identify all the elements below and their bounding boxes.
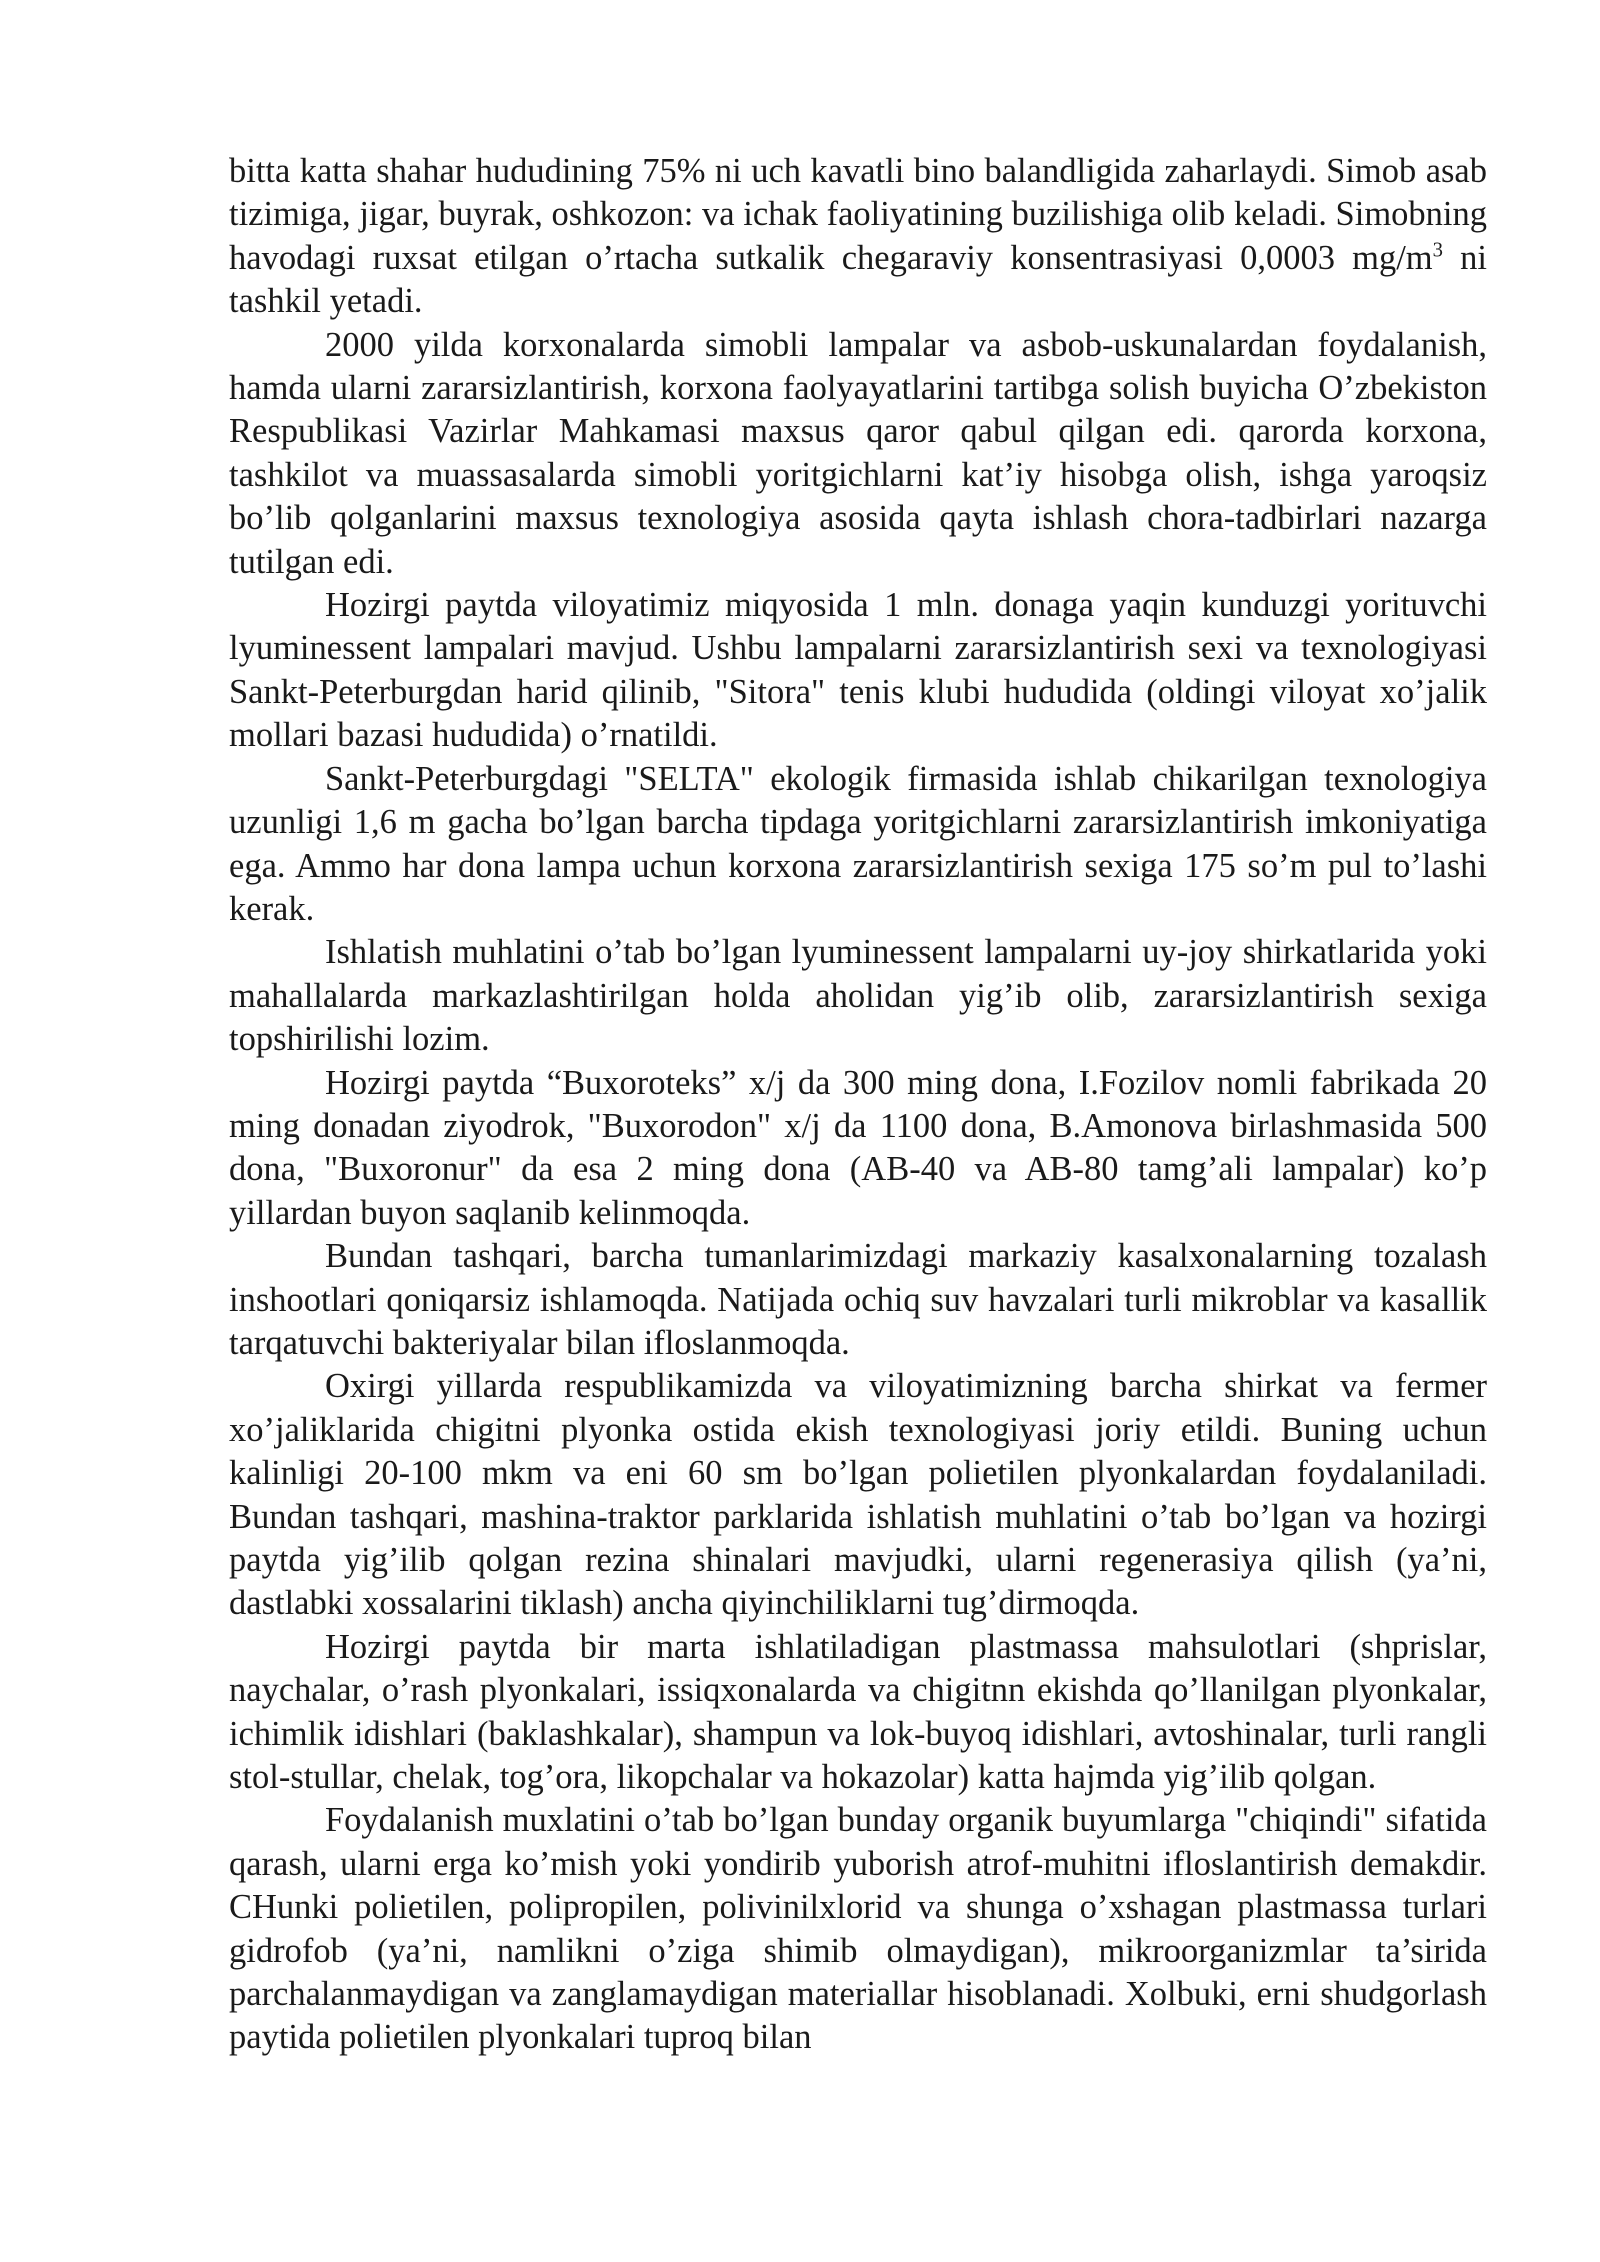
paragraph-1-text: bitta katta shahar hududining 75% ni uch kavatli bino balandligida zaharlaydi. Simob asab tizimiga, jigar, buyrak, oshkozon: va ichak faoliyatining buzilishiga olib keladi. Simobning havodagi ruxsat etilgan o’rtacha sutkalik chegaraviy konsentrasiyasi 0,0003 mg/m xyxy=(229,152,1487,277)
superscript-cubed: 3 xyxy=(1432,239,1443,262)
paragraph-5: Ishlatish muhlatini o’tab bo’lgan lyuminessent lampalarni uy-joy shirkatlarida yoki mahallalarda markazlashtirilgan holda aholidan yig’ib olib, zararsizlantirish sexiga topshirilishi lozim. xyxy=(229,933,1487,1059)
paragraph-9: Hozirgi paytda bir marta ishlatiladigan plastmassa mahsulotlari (shprislar, naychalar, o’rash plyonkalari, issiqxonalarda va chigitnn ekishda qo’llanilgan plyonkalar, ichimlik idishlari (baklashkalar), shampun va lok-buyoq idishlari, avtoshinalar, turli rangli stol-stullar, chelak, tog’ora, likopchalar va hokazolar) katta hajmda yig’ilib qolgan. xyxy=(229,1627,1487,1797)
paragraph-7: Bundan tashqari, barcha tumanlarimizdagi markaziy kasalxonalarning tozalash inshootlari qoniqarsiz ishlamoqda. Natijada ochiq suv havzalari turli mikroblar va kasallik tarqatuvchi bakteriyalar bilan ifloslanmoqda. xyxy=(229,1237,1487,1362)
paragraph-6: Hozirgi paytda “Buxoroteks” x/j da 300 ming dona, I.Fozilov nomli fabrikada 20 ming donadan ziyodrok, "Buxorodon" x/j da 1100 dona, B.Amonova birlashmasida 500 dona, "Buxoronur" da esa 2 ming dona (AB-40 va AB-80 tamg’ali lampalar) ko’p yillardan buyon saqlanib kelinmoqda. xyxy=(229,1063,1487,1232)
document-page xyxy=(229,150,1487,2060)
paragraph-2: 2000 yilda korxonalarda simobli lampalar va asbob-uskunalardan foydalanish, hamda ularni zararsizlantirish, korxona faolyayatlarini tartibga solish buyicha O’zbekiston Respublikasi Vazirlar Mahkamasi maxsus qaror qabul qilgan edi. qarorda korxona, tashkilot va muassasalarda simobli yoritgichlarni kat’iy hisobga olish, ishga yaroqsiz bo’lib qolganlarini maxsus texnologiya asosida qayta ishlash chora-tadbirlari nazarga tutilgan edi. xyxy=(229,325,1487,581)
paragraph-3: Hozirgi paytda viloyatimiz miqyosida 1 mln. donaga yaqin kunduzgi yorituvchi lyuminessent lampalari mavjud. Ushbu lampalarni zararsizlantirish sexi va texnologiyasi Sankt-Peterburgdan harid qilinib, "Sitora" tenis klubi hududida (oldingi viloyat xo’jalik mollari bazasi hududida) o’rnatildi. xyxy=(229,586,1487,755)
paragraph-1-tail: ni tashkil yetadi. xyxy=(229,238,1487,321)
paragraph-4: Sankt-Peterburgdagi "SELTA" ekologik firmasida ishlab chikarilgan texnologiya uzunligi 1,6 m gacha bo’lgan barcha tipdaga yoritgichlarni zararsizlantirish imkoniyatiga ega. Ammo har dona lampa uchun korxona zararsizlantirish sexiga 175 so’m pul to’lashi kerak. xyxy=(229,759,1487,928)
paragraph-8: Oxirgi yillarda respublikamizda va viloyatimizning barcha shirkat va fermer xo’jaliklarida chigitni plyonka ostida ekish texnologiyasi joriy etildi. Buning uchun kalinligi 20-100 mkm va eni 60 sm bo’lgan polietilen plyonkalardan foydalaniladi. Bundan tashqari, mashina-traktor parklarida ishlatish muhlatini o’tab bo’lgan va hozirgi paytda yig’ilib qolgan rezina shinalari mavjudki, ularni regenerasiya qilish (ya’ni, dastlabki xossalarini tiklash) ancha qiyinchiliklarni tug’dirmoqda. xyxy=(229,1367,1487,1623)
paragraph-10: Foydalanish muxlatini o’tab bo’lgan bunday organik buyumlarga "chiqindi" sifatida qarash, ularni erga ko’mish yoki yondirib yuborish atrof-muhitni ifloslantirish demakdir. CHunki polietilen, polipropilen, polivinilxlorid va shunga o’xshagan plastmassa turlari gidrofob (ya’ni, namlikni o’ziga shimib olmaydigan), mikroorganizmlar ta’sirida parchalanmaydigan va zanglamaydigan materiallar hisoblanadi. Xolbuki, erni shudgorlash paytida polietilen plyonkalari tuproq bilan xyxy=(229,1801,1487,2057)
paragraph-1 xyxy=(229,150,1487,324)
